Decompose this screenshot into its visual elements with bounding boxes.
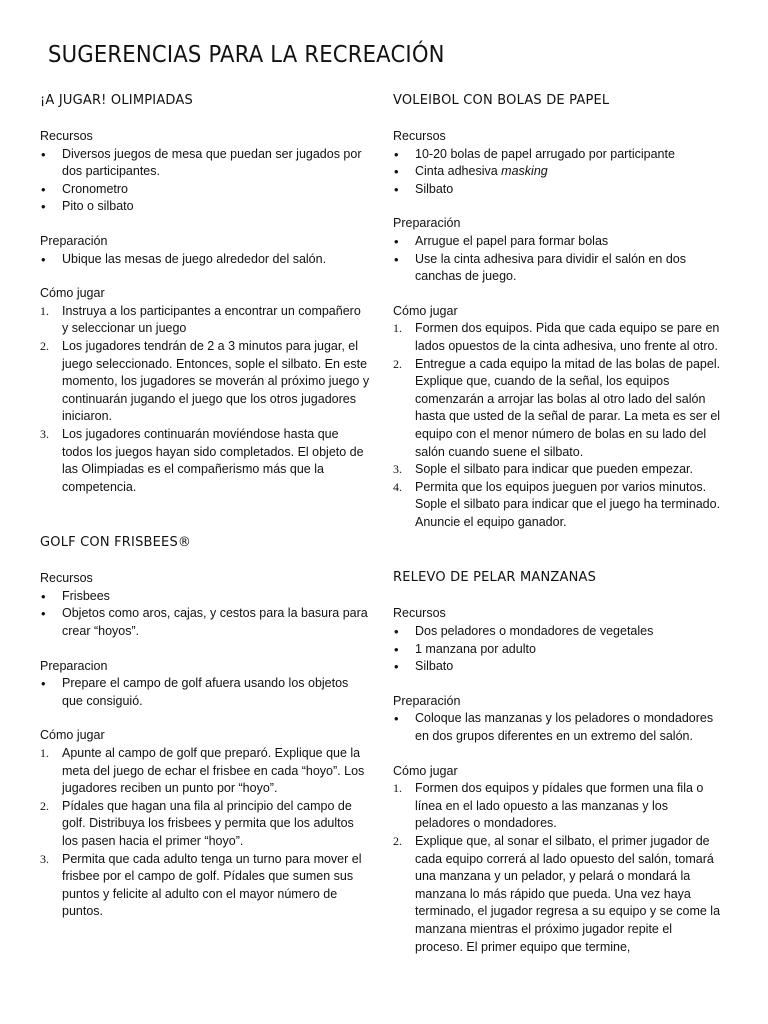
right-column [393, 92, 723, 994]
recursos-group [40, 570, 370, 640]
list-item: • 10-20 bolas de papel arrugado por participante [393, 146, 723, 164]
preparacion-group [40, 233, 370, 268]
step-item [393, 833, 723, 956]
list-item: • Dos peladores o mondadores de vegetales [393, 623, 723, 641]
como-jugar-group [393, 303, 723, 532]
step-text: Formen dos equipos. Pida que cada equipo se pare en lados opuestos de la cinta adhesiva, uno frente al otro. [415, 321, 720, 353]
list-item: • 1 manzana por adulto [393, 641, 723, 659]
preparacion-label: Preparación [40, 233, 108, 248]
como-jugar-group [393, 763, 723, 957]
section-golf [40, 534, 370, 921]
steps-list [40, 745, 370, 921]
step-item [393, 320, 723, 355]
step-number: 4. [393, 479, 402, 494]
recursos-group [40, 128, 370, 216]
step-number: 2. [393, 834, 402, 848]
step-text: Los jugadores tendrán de 2 a 3 minutos para jugar, el juego seleccionado. Entonces, sople el silbato. En este momento, los jugadores se moverán al próximo juego y continuarán jugando el juego que los otros jugadores iniciaron. [62, 338, 370, 424]
step-item [393, 356, 723, 462]
step-number: 1. [393, 781, 402, 796]
section-title: GOLF CON FRISBEES® [40, 535, 192, 551]
preparacion-label: Preparación [393, 216, 461, 231]
list-item-text: Cinta adhesiva [415, 164, 502, 179]
preparacion-list [40, 675, 370, 710]
steps-list [393, 320, 723, 531]
list-item: • Ubique las mesas de juego alrededor del salón. [40, 251, 370, 269]
list-item: • Silbato [393, 658, 723, 676]
como-jugar-label: Cómo jugar [40, 286, 105, 301]
step-item [40, 426, 370, 496]
step-text: Permita que los equipos jueguen por varios minutos. Sople el silbato para indicar que el juego ha terminado. Anuncie el equipo ganador. [415, 479, 721, 529]
recursos-label: Recursos [393, 606, 446, 621]
step-number: 1. [40, 303, 49, 318]
page-title: SUGERENCIAS PARA LA RECREACIÓN [48, 42, 445, 68]
step-number: 1. [393, 321, 402, 336]
step-item [393, 479, 723, 532]
step-item [40, 798, 370, 851]
list-item: • Frisbees [40, 588, 370, 606]
step-number: 3. [40, 426, 49, 441]
list-item: • Prepare el campo de golf afuera usando los objetos que consiguió. [40, 675, 370, 710]
recursos-group [393, 128, 723, 198]
recursos-label: Recursos [40, 129, 93, 143]
list-item-italic: masking [501, 164, 548, 179]
step-number: 2. [40, 338, 49, 353]
preparacion-group [40, 658, 370, 711]
left-column [40, 92, 370, 959]
step-item [393, 780, 723, 833]
step-number: 2. [40, 798, 49, 813]
preparacion-group [393, 215, 723, 285]
step-item [393, 461, 723, 479]
step-text: Entregue a cada equipo la mitad de las bolas de papel. Explique que, cuando de la señal, los equipos comenzarán a arrojar las bolas al otro lado del salón hasta que usted de la señal de parar. La meta es ser el equipo con el menor número de bolas en su lado del salón cuando suene el silbato. [415, 356, 721, 459]
recursos-label: Recursos [393, 129, 446, 143]
step-item [40, 338, 370, 426]
recursos-label: Recursos [40, 571, 93, 586]
steps-list [393, 780, 723, 956]
como-jugar-label: Cómo jugar [393, 303, 458, 318]
step-text: Instruya a los participantes a encontrar un compañero y seleccionar un juego [62, 303, 361, 336]
section-title: RELEVO DE PELAR MANZANAS [393, 570, 597, 586]
list-item [393, 163, 723, 181]
preparacion-label: Preparacion [40, 658, 108, 673]
list-item: • Objetos como aros, cajas, y cestos para la basura para crear “hoyos”. [40, 605, 370, 640]
preparacion-list [393, 710, 723, 745]
list-item: • Arrugue el papel para formar bolas [393, 233, 723, 251]
section-voleibol [393, 92, 723, 531]
step-text: Permita que cada adulto tenga un turno para mover el frisbee por el campo de golf. Pídales que sumen sus puntos y felicite al adulto con el mayor número de puntos. [62, 851, 362, 919]
preparacion-label: Preparación [393, 693, 461, 708]
preparacion-list [393, 233, 723, 286]
preparacion-group [393, 693, 723, 746]
como-jugar-label: Cómo jugar [40, 728, 105, 743]
list-item: • Silbato [393, 181, 723, 199]
step-item [40, 851, 370, 921]
list-item: • Coloque las manzanas y los peladores o mondadores en dos grupos diferentes en un extremo del salón. [393, 710, 723, 745]
recursos-list [393, 623, 723, 676]
step-number: 3. [393, 462, 402, 477]
step-text: Apunte al campo de golf que preparó. Explique que la meta del juego de echar el frisbee en cada “hoyo”. Los jugadores reciben un punto por “hoyo”. [62, 746, 365, 796]
step-number: 3. [40, 851, 49, 866]
section-relevo [393, 569, 723, 956]
recursos-list [40, 146, 370, 216]
step-item [40, 303, 370, 338]
steps-list [40, 303, 370, 497]
step-number: 1. [40, 746, 49, 761]
section-title: VOLEIBOL CON BOLAS DE PAPEL [393, 93, 610, 108]
step-text: Explique que, al sonar el silbato, el primer jugador de cada equipo correrá al lado opuesto del salón, tomará una manzana y un pelador, y pelará o mondará la manzana lo más rápido que pueda. Una vez haya terminado, el jugador regresa a su equipo y se come la manzana mientras el próximo jugador repite el proceso. El primer equipo que termine, [415, 834, 721, 954]
recursos-list [40, 588, 370, 641]
step-text: Los jugadores continuarán moviéndose hasta que todos los juegos hayan sido completados. El objeto de las Olimpiadas es el compañerismo más que la competencia. [62, 426, 364, 494]
list-item: • Pito o silbato [40, 198, 370, 216]
step-text: Pídales que hagan una fila al principio del campo de golf. Distribuya los frisbees y permita que los adultos los pasen hacia el primer “hoyo”. [62, 798, 354, 848]
preparacion-list [40, 251, 370, 269]
section-title: ¡A JUGAR! OLIMPIADAS [40, 93, 193, 108]
como-jugar-label: Cómo jugar [393, 763, 458, 778]
step-item [40, 745, 370, 798]
step-text: Sople el silbato para indicar que pueden empezar. [415, 462, 693, 477]
recursos-group [393, 605, 723, 675]
step-number: 2. [393, 356, 402, 371]
como-jugar-group [40, 285, 370, 496]
list-item: • Diversos juegos de mesa que puedan ser jugados por dos participantes. [40, 146, 370, 181]
section-olimpiadas [40, 92, 370, 496]
recursos-list [393, 146, 723, 199]
como-jugar-group [40, 727, 370, 921]
list-item: • Use la cinta adhesiva para dividir el salón en dos canchas de juego. [393, 251, 723, 286]
step-text: Formen dos equipos y pídales que formen una fila o línea en el lado opuesto a las manzanas y los peladores o mondadores. [415, 781, 704, 831]
list-item: • Cronometro [40, 181, 370, 199]
